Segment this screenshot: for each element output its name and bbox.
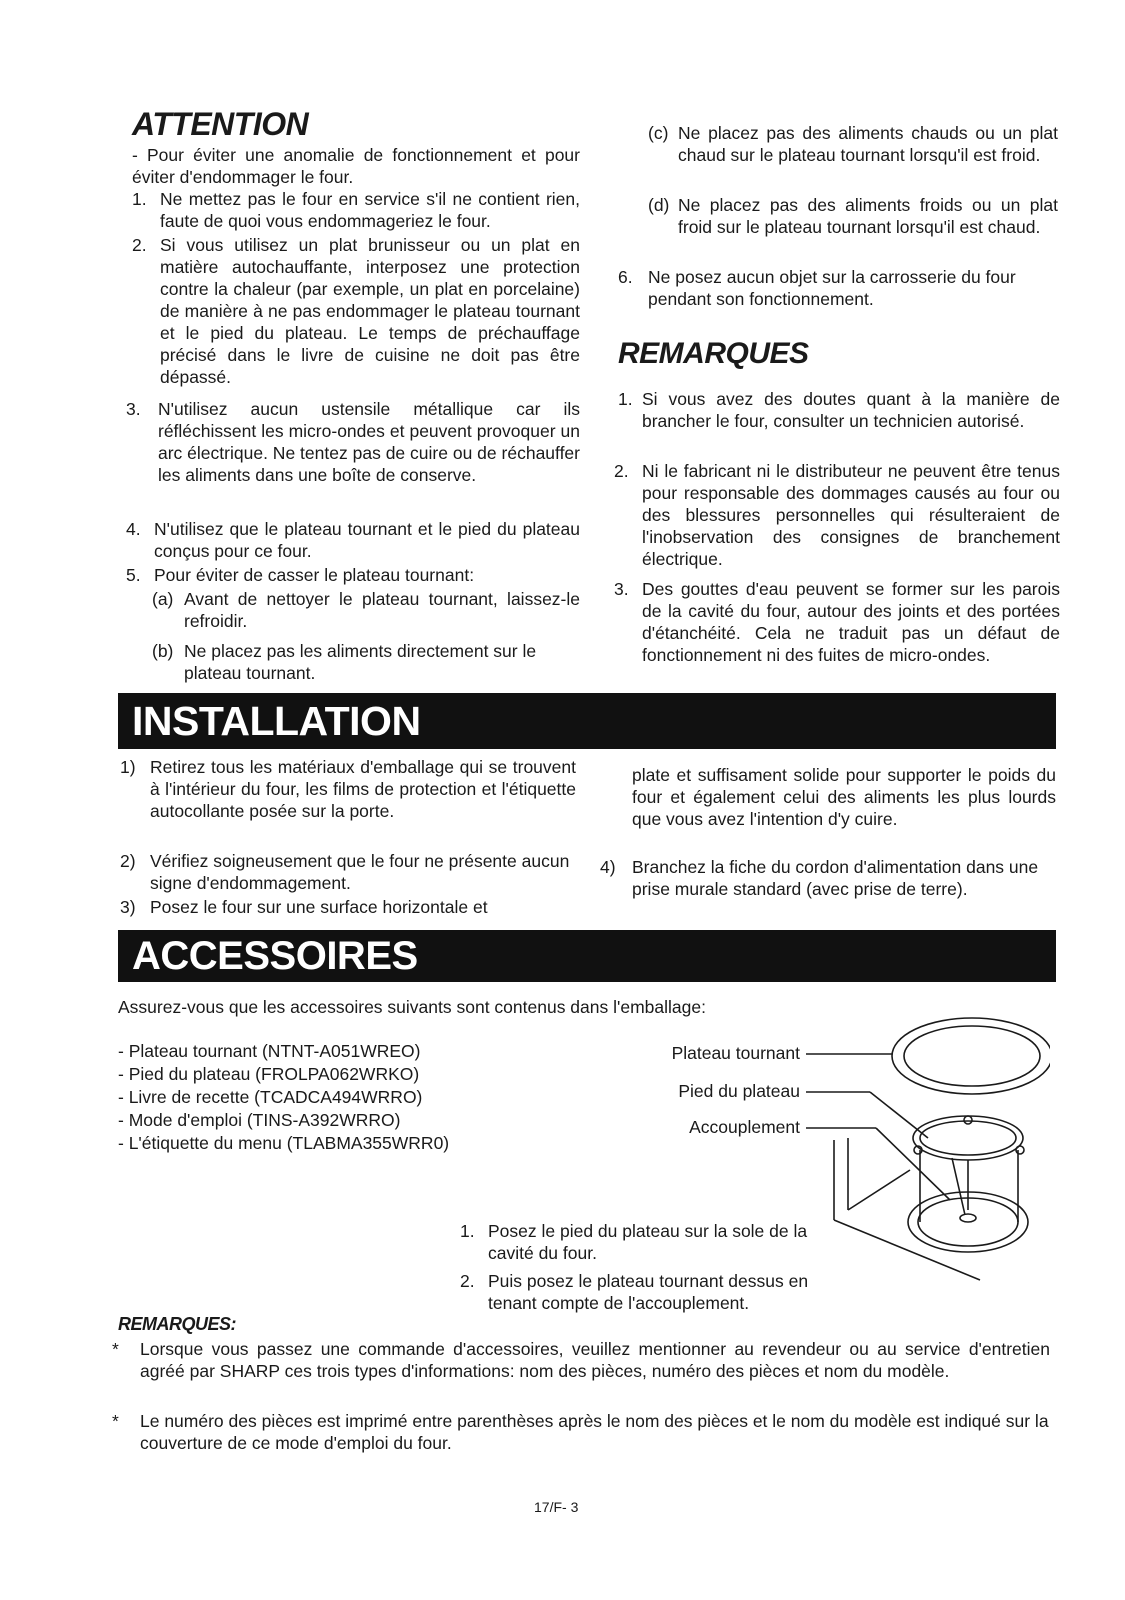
turntable-plate-inner [904,1026,1040,1086]
item-text: Ne mettez pas le four en service s'il ne contient rien, faute de quoi vous endommageriez le four. [160,189,580,231]
item-text: N'utilisez que le plateau tournant et le pied du plateau conçus pour ce four. [154,519,580,561]
item-text: Ni le fabricant ni le distributeur ne peuvent être tenus pour responsable des dommages causés au four ou des blessures personnelles qui résulteraient de l'inobservation des consignes de branchement électrique. [642,461,1060,569]
list-item: - Mode d'emploi (TINS-A392WRRO) [118,1110,401,1130]
turntable-plate-outer [892,1018,1050,1094]
accessoires-intro: Assurez-vous que les accessoires suivants sont contenus dans l'emballage: [118,997,706,1017]
list-item: - Plateau tournant (NTNT-A051WREO) [118,1041,421,1061]
installation-item-3-continued: plate et suffisament solide pour supporter le poids du four et également celui des aliments les plus lourds que vous avez l'intention d'y cuire. [632,765,1056,829]
item-number: 1. [460,1221,475,1241]
item-text: Posez le four sur une surface horizontale et [150,897,488,917]
item-number: 2. [614,461,629,481]
item-number: 5. [126,565,141,585]
item-text: Ne posez aucun objet sur la carrosserie du four pendant son fonctionnement. [648,267,1016,309]
list-item: - Livre de recette (TCADCA494WRRO) [118,1087,423,1107]
item-number: 2. [460,1271,475,1291]
list-item: - L'étiquette du menu (TLABMA355WRR0) [118,1133,450,1153]
item-number: 1. [618,389,633,409]
item-number: 3. [126,399,141,419]
remarques-bottom-title: REMARQUES: [118,1314,237,1334]
page-number: 17/F- 3 [534,1499,579,1515]
item-text: Retirez tous les matériaux d'emballage qui se trouvent à l'intérieur du four, les films de protection et l'étiquette autocollante posée sur la porte. [150,757,576,821]
label-pied-du-plateau: Pied du plateau [678,1081,800,1101]
asterisk-mark: * [112,1339,119,1359]
remarques-title: REMARQUES [618,337,809,370]
item-number: (c) [648,123,669,143]
item-text: Si vous utilisez un plat brunisseur ou un plat en matière autochauffante, interposez une protection contre la chaleur (par exemple, un plat en porcelaine) de manière à ne pas endommager le plateau tournant et le pied du plateau. Le temps de préchauffage précisé dans le livre de cuisine ne doit pas être dépassé. [160,235,580,387]
item-text: Posez le pied du plateau sur la sole de la cavité du four. [488,1221,808,1263]
installation-banner [118,693,1056,749]
item-number: (a) [152,589,174,609]
item-number: 4) [600,857,616,877]
item-number: 6. [618,267,633,287]
attention-title: ATTENTION [132,106,309,142]
item-text: Pour éviter de casser le plateau tournant: [154,565,475,585]
item-number: (d) [648,195,670,215]
list-item: - Pied du plateau (FROLPA062WRKO) [118,1064,420,1084]
item-text: Des gouttes d'eau peuvent se former sur les parois de la cavité du four, autour des joints et des portées d'étanchéité. Cela ne traduit pas un défaut de fonctionnement ni des fuites de micro-ondes. [642,579,1060,665]
item-text: Puis posez le plateau tournant dessus en tenant compte de l'accouplement. [488,1271,809,1313]
item-text: N'utilisez aucun ustensile métallique car ils réfléchissent les micro-ondes et peuvent provoquer un arc électrique. Ne tentez pas de cuire ou de réchauffer les aliments dans une boîte de conserve. [158,399,580,485]
roller-ring [913,1116,1023,1160]
item-text: Si vous avez des doutes quant à la manière de brancher le four, consulter un technicien autorisé. [642,389,1060,431]
attention-intro: - Pour éviter une anomalie de fonctionnement et pour éviter d'endommager le four. [132,145,580,187]
item-text: Le numéro des pièces est imprimé entre parenthèses après le nom des pièces et le nom du modèle est indiqué sur la couverture de ce mode d'emploi du four. [140,1411,1049,1453]
asterisk-mark: * [112,1411,119,1431]
accessoires-banner [118,930,1056,982]
item-text: Branchez la fiche du cordon d'alimentation dans une prise murale standard (avec prise de terre). [632,857,1039,899]
item-number: (b) [152,641,174,661]
item-number: 1) [120,757,136,777]
item-text: Ne placez pas les aliments directement sur le plateau tournant. [184,641,537,683]
installation-title: INSTALLATION [132,698,421,744]
item-number: 3. [614,579,629,599]
item-number: 3) [120,897,136,917]
item-text: Ne placez pas des aliments chauds ou un plat chaud sur le plateau tournant lorsqu'il est froid. [678,123,1058,165]
item-number: 2) [120,851,136,871]
item-number: 4. [126,519,141,539]
item-text: Ne placez pas des aliments froids ou un plat froid sur le plateau tournant lorsqu'il est chaud. [678,195,1058,237]
item-text: Vérifiez soigneusement que le four ne présente aucun signe d'endommagement. [150,851,570,893]
item-text: Avant de nettoyer le plateau tournant, laissez-le refroidir. [184,589,580,631]
item-text: Lorsque vous passez une commande d'accessoires, veuillez mentionner au revendeur ou au service d'entretien agréé par SHARP ces trois types d'informations: nom des pièces, numéro des pièces et nom du modèle. [140,1339,1050,1381]
accessory-list [118,1040,588,1155]
accessoires-title: ACCESSOIRES [132,934,418,978]
label-accouplement: Accouplement [689,1117,800,1137]
label-plateau-tournant: Plateau tournant [671,1043,800,1063]
item-number: 2. [132,235,147,255]
item-number: 1. [132,189,147,209]
